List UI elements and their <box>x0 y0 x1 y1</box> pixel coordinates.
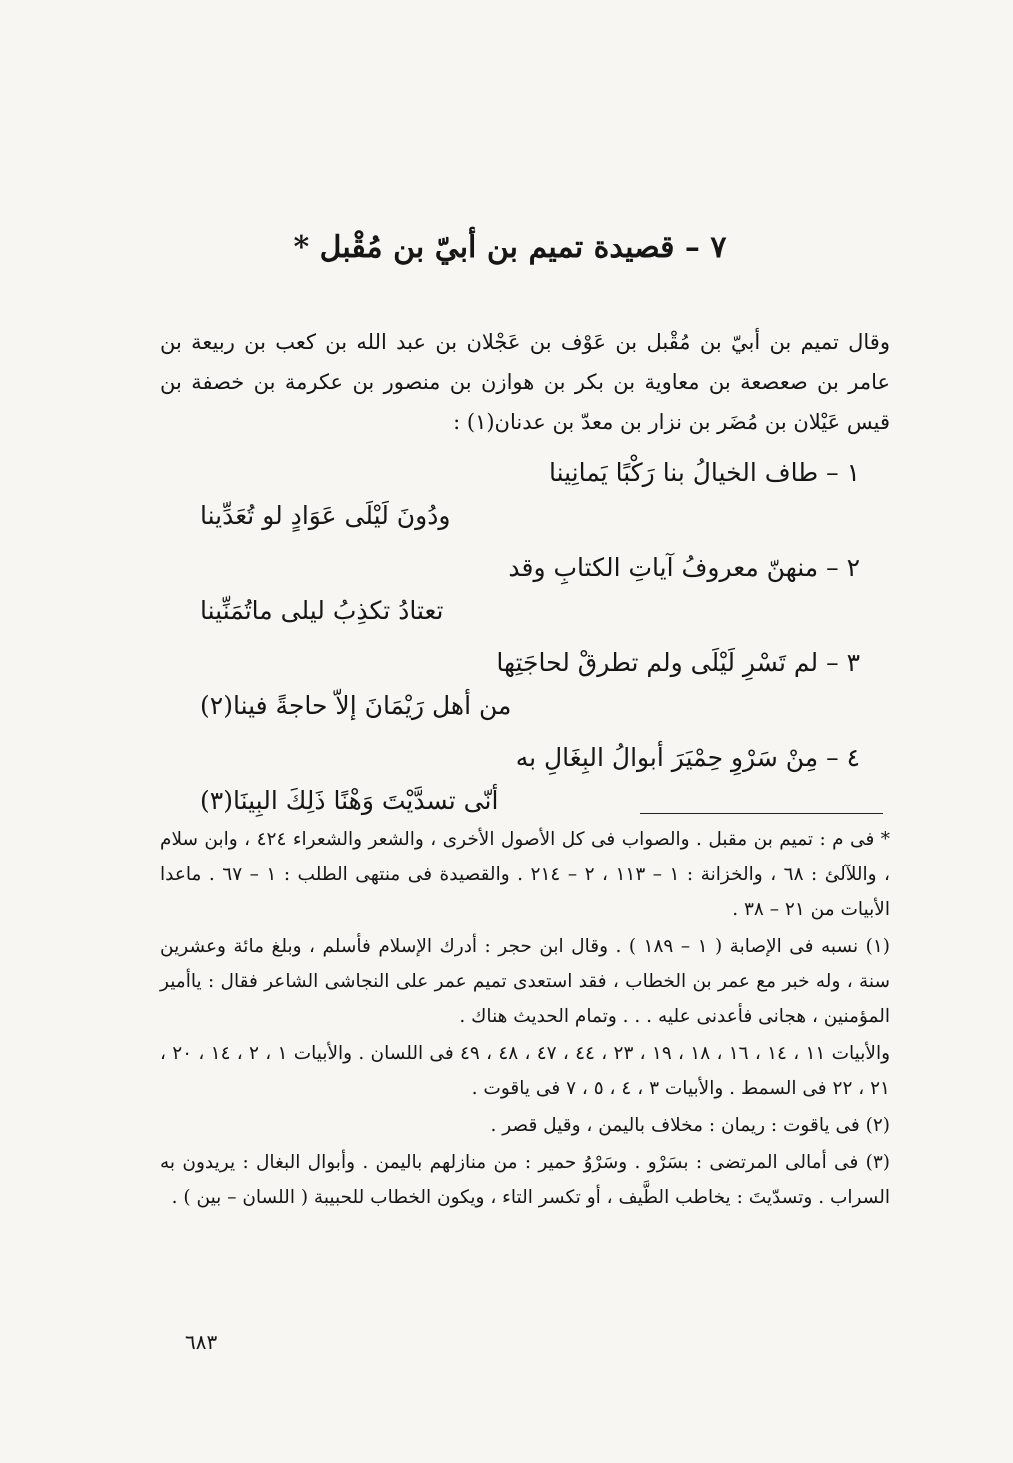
verse-second-hemistich: ودُونَ لَيْلَى عَوَادٍ لو تُعَدِّينا <box>200 501 451 530</box>
intro-paragraph: وقال تميم بن أبيّ بن مُقْبل بن عَوْف بن عَجْلان بن عبد الله بن كعب بن ربيعة بن عامر بن صعصعة بن معاوية بن بكر بن هوازن بن منصور بن عكرمة بن خصفة بن قيس عَيْلان بن مُضَر بن نزار بن معدّ بن عدنان(١) : <box>160 330 890 434</box>
verse-second-hemistich: أنّى تسدَّيْتَ وَهْنًا ذَلِكَ البِينَا(٣) <box>200 786 499 815</box>
verse-first-hemistich: ١ – طاف الخيالُ بنا رَكْبًا يَمانِينا <box>548 458 860 487</box>
poem-title: ٧ – قصيدة تميم بن أبيّ بن مُقْبل * <box>293 230 727 265</box>
verse-first-hemistich: ٤ – مِنْ سَرْوِ حِمْيَرَ أبوالُ البِغَالِ به <box>515 743 860 772</box>
poem-body <box>180 450 860 830</box>
footnote-1-continued: والأبيات ١١ ، ١٤ ، ١٦ ، ١٨ ، ١٩ ، ٢٣ ، ٤٤ ، ٤٧ ، ٤٨ ، ٤٩ فى اللسان . والأبيات ١ ، ٢ ، ١٤ ، ٢٠ ، ٢١ ، ٢٢ فى السمط . والأبيات ٣ ، ٤ ، ٥ ، ٧ فى ياقوت . <box>160 1043 891 1099</box>
footnote-3: (٣) فى أمالى المرتضى : بسَرْو . وسَرْوُ حمير : من منازلهم باليمن . وأبوال البغال : يريدون به السراب . وتسدّيتَ : يخاطب الطَّيف ، أو تكسر التاء ، ويكون الخطاب للحبيبة ( اللسان – بين ) . <box>160 1152 890 1208</box>
footnote-divider <box>640 813 883 814</box>
verse-second-hemistich: من أهل رَيْمَانَ إلاّ حاجةً فينا(٢) <box>200 691 512 720</box>
footnote-star: * فى م : تميم بن مقبل . والصواب فى كل الأصول الأخرى ، والشعر والشعراء ٤٢٤ ، وابن سلام ، واللآلئ : ٦٨ ، والخزانة : ١ – ١١٣ ، ٢ – ٢١٤ . والقصيدة فى منتهى الطلب : ١ – ٦٧ . ماعدا الأبيات من ٢١ – ٣٨ . <box>160 829 891 920</box>
footnote-1: (١) نسبه فى الإصابة ( ١ – ١٨٩ ) . وقال ابن حجر : أدرك الإسلام فأسلم ، وبلغ مائة وعشرين سنة ، وله خبر مع عمر بن الخطاب ، فقد استعدى تميم عمر على النجاشى الشاعر فقال : ياأمير المؤمنين ، هجانى فأعدنى عليه . . . وتمام الحديث هناك . <box>160 936 890 1027</box>
verse-first-hemistich: ٢ – منهنّ معروفُ آياتِ الكتابِ وقد <box>508 553 860 582</box>
footnote-2: (٢) فى ياقوت : ريمان : مخلاف باليمن ، وقيل قصر . <box>490 1115 890 1136</box>
verse <box>180 735 860 830</box>
verse-second-hemistich: تعتادُ تكذِبُ ليلى ماتُمَنِّينا <box>200 596 444 625</box>
verse <box>180 545 860 640</box>
page-number: ٦٨٣ <box>185 1330 218 1354</box>
verse <box>180 640 860 735</box>
verse-first-hemistich: ٣ – لم تَسْرِ لَيْلَى ولم تطرقْ لحاجَتِها <box>496 648 860 677</box>
footnotes <box>160 822 890 1217</box>
verse <box>180 450 860 545</box>
